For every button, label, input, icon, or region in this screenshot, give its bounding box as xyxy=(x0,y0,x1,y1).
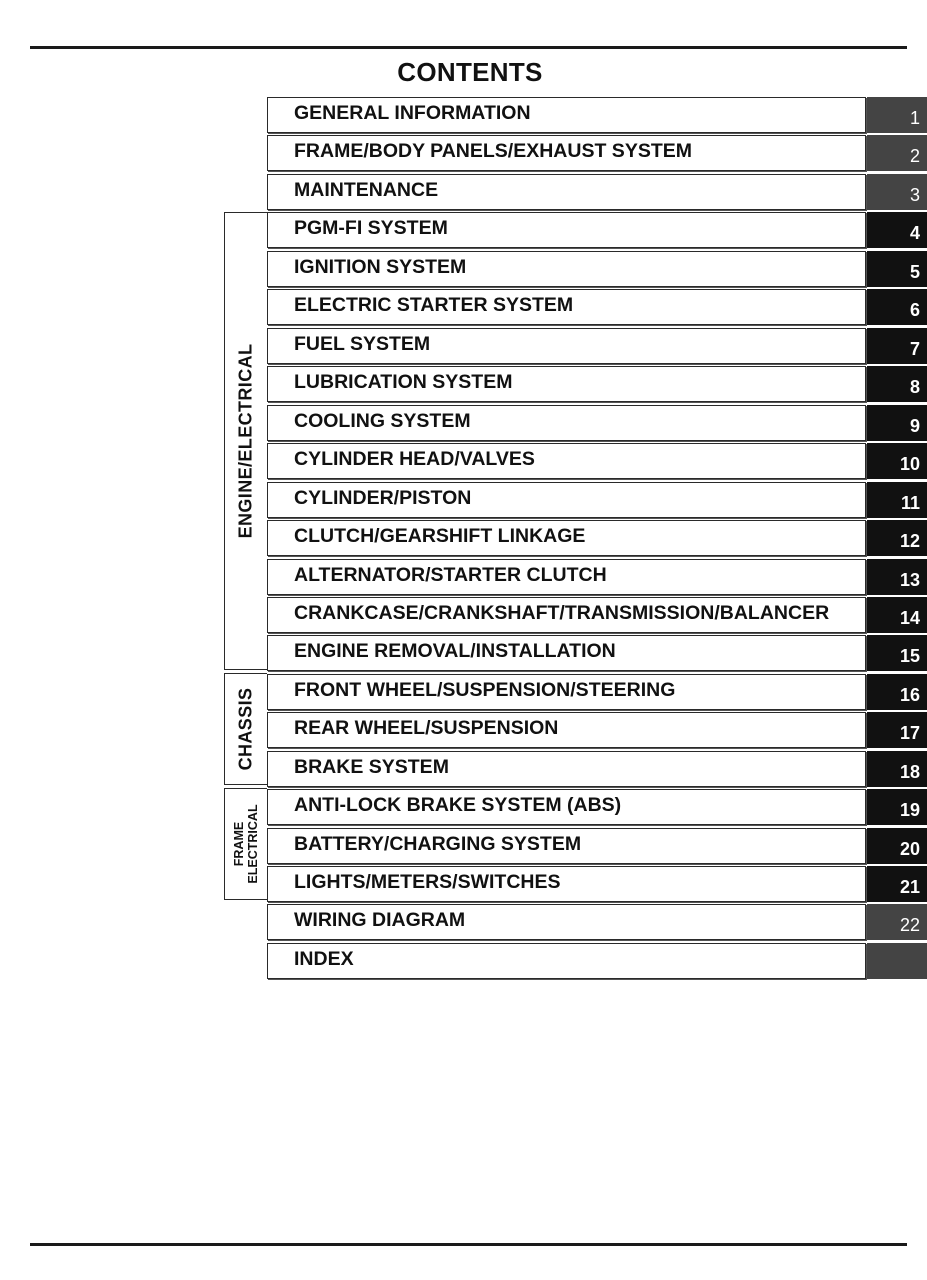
section-tab[interactable]: 4 xyxy=(867,212,927,248)
toc-label[interactable]: BRAKE SYSTEM xyxy=(294,756,449,778)
toc-label[interactable]: CYLINDER/PISTON xyxy=(294,487,472,509)
group-label-chassis: CHASSIS xyxy=(235,687,256,771)
top-rule xyxy=(30,46,907,49)
section-tab[interactable]: 15 xyxy=(867,635,927,671)
section-tab[interactable]: 11 xyxy=(867,482,927,518)
toc-label[interactable]: WIRING DIAGRAM xyxy=(294,909,466,931)
section-tab[interactable]: 18 xyxy=(867,751,927,787)
section-tab[interactable]: 22 xyxy=(867,904,927,940)
section-tab[interactable]: 21 xyxy=(867,866,927,902)
toc-label[interactable]: GENERAL INFORMATION xyxy=(294,102,531,124)
toc-label[interactable]: FRONT WHEEL/SUSPENSION/STEERING xyxy=(294,679,676,701)
toc-label[interactable]: ANTI-LOCK BRAKE SYSTEM (ABS) xyxy=(294,794,622,816)
group-chassis xyxy=(224,673,267,785)
toc-box xyxy=(267,943,866,979)
toc-label[interactable]: BATTERY/CHARGING SYSTEM xyxy=(294,833,582,855)
section-tab[interactable]: 13 xyxy=(867,559,927,595)
page-title: CONTENTS xyxy=(397,57,543,87)
toc-label[interactable]: COOLING SYSTEM xyxy=(294,410,471,432)
toc-label[interactable]: ENGINE REMOVAL/INSTALLATION xyxy=(294,640,616,662)
toc-label[interactable]: FRAME/BODY PANELS/EXHAUST SYSTEM xyxy=(294,140,692,162)
section-tab[interactable]: 9 xyxy=(867,405,927,441)
section-tab[interactable]: 6 xyxy=(867,289,927,325)
toc-label[interactable]: ELECTRIC STARTER SYSTEM xyxy=(294,294,574,316)
section-tab[interactable]: 8 xyxy=(867,366,927,402)
group-label-electrical: ELECTRICAL xyxy=(246,804,260,884)
group-engine-electrical xyxy=(224,212,267,670)
toc-label[interactable]: LIGHTS/METERS/SWITCHES xyxy=(294,871,561,893)
toc-label[interactable]: IGNITION SYSTEM xyxy=(294,256,467,278)
section-tab[interactable]: 7 xyxy=(867,328,927,364)
section-tab[interactable]: 5 xyxy=(867,251,927,287)
section-tab[interactable]: 2 xyxy=(867,135,927,171)
section-tab[interactable] xyxy=(867,943,927,979)
group-label-frame-electrical xyxy=(232,804,260,883)
toc-label[interactable]: MAINTENANCE xyxy=(294,179,439,201)
section-tab[interactable]: 12 xyxy=(867,520,927,556)
group-label-engine-electrical: ENGINE/ELECTRICAL xyxy=(235,343,256,539)
toc-label[interactable]: PGM-FI SYSTEM xyxy=(294,217,448,239)
toc-label[interactable]: ALTERNATOR/STARTER CLUTCH xyxy=(294,564,607,586)
toc-label[interactable]: CLUTCH/GEARSHIFT LINKAGE xyxy=(294,525,586,547)
section-tab[interactable]: 14 xyxy=(867,597,927,633)
group-frame-electrical xyxy=(224,788,267,900)
toc-label[interactable]: REAR WHEEL/SUSPENSION xyxy=(294,717,559,739)
section-tab[interactable]: 1 xyxy=(867,97,927,133)
toc-label[interactable]: CYLINDER HEAD/VALVES xyxy=(294,448,535,470)
toc-label[interactable]: LUBRICATION SYSTEM xyxy=(294,371,513,393)
toc-label[interactable]: CRANKCASE/CRANKSHAFT/TRANSMISSION/BALANCER xyxy=(294,602,830,624)
section-tab[interactable]: 3 xyxy=(867,174,927,210)
section-tab[interactable]: 19 xyxy=(867,789,927,825)
toc-label[interactable]: FUEL SYSTEM xyxy=(294,333,431,355)
section-tab[interactable]: 20 xyxy=(867,828,927,864)
group-label-frame: FRAME xyxy=(232,821,246,867)
section-tab[interactable]: 10 xyxy=(867,443,927,479)
bottom-rule xyxy=(30,1243,907,1246)
section-tab[interactable]: 17 xyxy=(867,712,927,748)
section-tab[interactable]: 16 xyxy=(867,674,927,710)
toc-label[interactable]: INDEX xyxy=(294,948,354,970)
